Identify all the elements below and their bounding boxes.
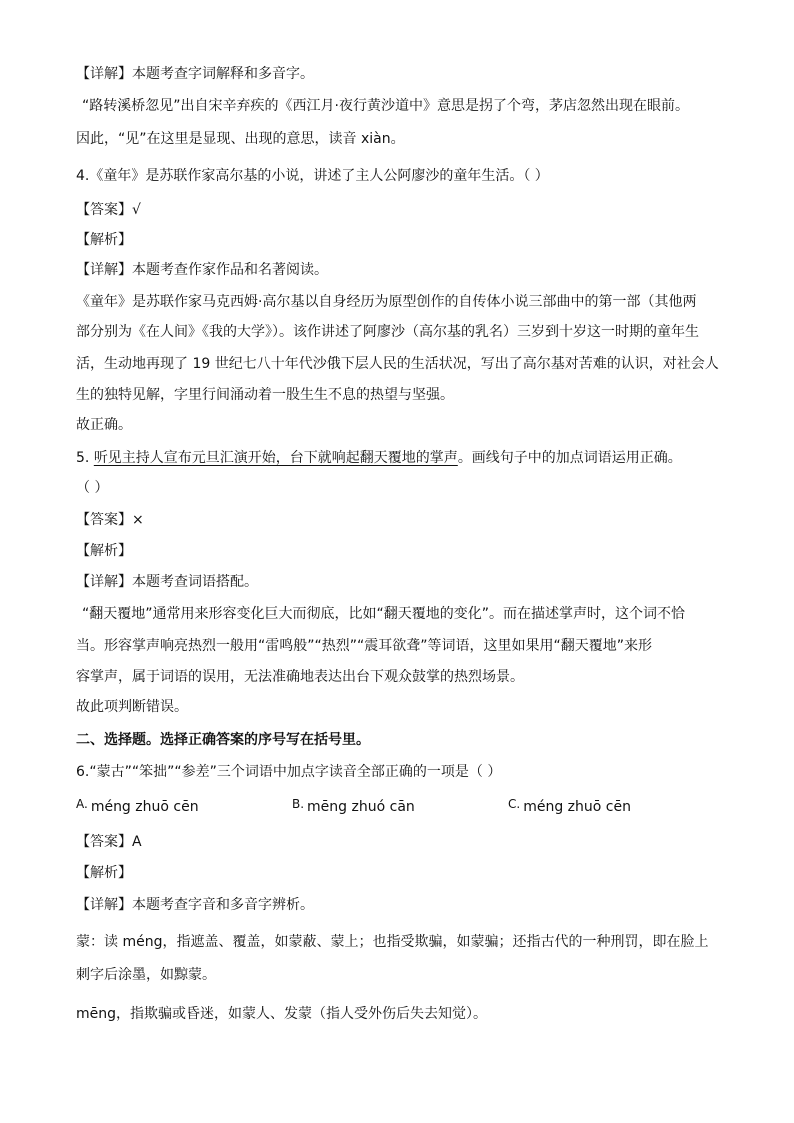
analysis-paragraph-line: 生的独特见解，字里行间涌动着一股生生不息的热望与坚强。 (76, 387, 454, 403)
options-row (76, 797, 734, 819)
question-5 (76, 448, 734, 468)
answer-bracket: （ ） (76, 480, 109, 496)
option-b: B. mēng zhuó cān (292, 797, 415, 815)
answer-label: 【答案】√ (76, 202, 141, 218)
analysis-paragraph-line: 部分别为《在人间》《我的大学》）。该作讲述了阿廖沙（高尔基的乳名）三岁到十岁这一时期的童年生 (76, 324, 699, 340)
analysis-label: 【解析】 (76, 543, 132, 559)
analysis-paragraph-line: 刺字后涂墨，如黥蒙。 (76, 967, 216, 983)
answer-label: 【答案】× (76, 512, 144, 528)
analysis-label: 【解析】 (76, 232, 132, 248)
question-4: 4.《童年》是苏联作家高尔基的小说，讲述了主人公阿廖沙的童年生活。（ ） (76, 168, 549, 184)
question-number: 5. (76, 450, 94, 466)
analysis-paragraph-line: “路转溪桥忽见”出自宋辛弃疾的《西江月·夜行黄沙道中》意思是拐了个弯，茅店忽然出现在眼前。 (82, 98, 689, 114)
answer-label: 【答案】A (76, 834, 142, 850)
analysis-detail-line: 【详解】本题考查词语搭配。 (76, 574, 258, 590)
analysis-paragraph-line: 蒙：读 méng，指遮盖、覆盖，如蒙蔽、蒙上；也指受欺骗，如蒙骗；还指古代的一种刑罚，即在脸上 (76, 934, 709, 950)
conclusion-line: 故正确。 (76, 417, 132, 433)
question-prompt: 。画线句子中的加点词语运用正确。 (457, 450, 682, 466)
option-c: C. méng zhuō cēn (508, 797, 631, 815)
analysis-detail-line: 【详解】本题考查作家作品和名著阅读。 (76, 262, 328, 278)
analysis-paragraph-line: 《童年》是苏联作家马克西姆·高尔基以自身经历为原型创作的自传体小说三部曲中的第一部（其他两 (76, 294, 697, 310)
section-heading: 二、选择题。选择正确答案的序号写在括号里。 (76, 732, 370, 748)
analysis-paragraph-line: 因此，“见”在这里是显现、出现的意思，读音 xiàn。 (76, 131, 405, 147)
question-6: 6.“蒙古”“笨拙”“参差”三个词语中加点字读音全部正确的一项是（ ） (76, 764, 502, 780)
underlined-sentence: 听见主持人宣布元旦汇演开始，台下就响起翻天覆地的掌声 (93, 450, 458, 466)
analysis-paragraph-line: 容掌声，属于词语的误用，无法准确地表达出台下观众鼓掌的热烈场景。 (76, 669, 524, 685)
analysis-paragraph-line: 活，生动地再现了 19 世纪七八十年代沙俄下层人民的生活状况，写出了高尔基对苦难的认识，对社会人 (76, 356, 719, 372)
analysis-label: 【解析】 (76, 865, 132, 881)
analysis-paragraph-line: mēng，指欺骗或昏迷，如蒙人、发蒙（指人受外伤后失去知觉）。 (76, 1006, 488, 1022)
analysis-detail-line: 【详解】本题考查字音和多音字辨析。 (76, 897, 314, 913)
analysis-paragraph-line: “翻天覆地”通常用来形容变化巨大而彻底，比如“翻天覆地的变化”。而在描述掌声时，这个词不恰 (82, 606, 686, 622)
analysis-detail-line: 【详解】本题考查字词解释和多音字。 (76, 66, 314, 82)
option-a: A. méng zhuō cēn (76, 797, 199, 815)
analysis-paragraph-line: 当。形容掌声响亮热烈一般用“雷鸣般”“热烈”“震耳欲聋”等词语，这里如果用“翻天覆地”来形 (76, 638, 653, 654)
conclusion-line: 故此项判断错误。 (76, 699, 188, 715)
